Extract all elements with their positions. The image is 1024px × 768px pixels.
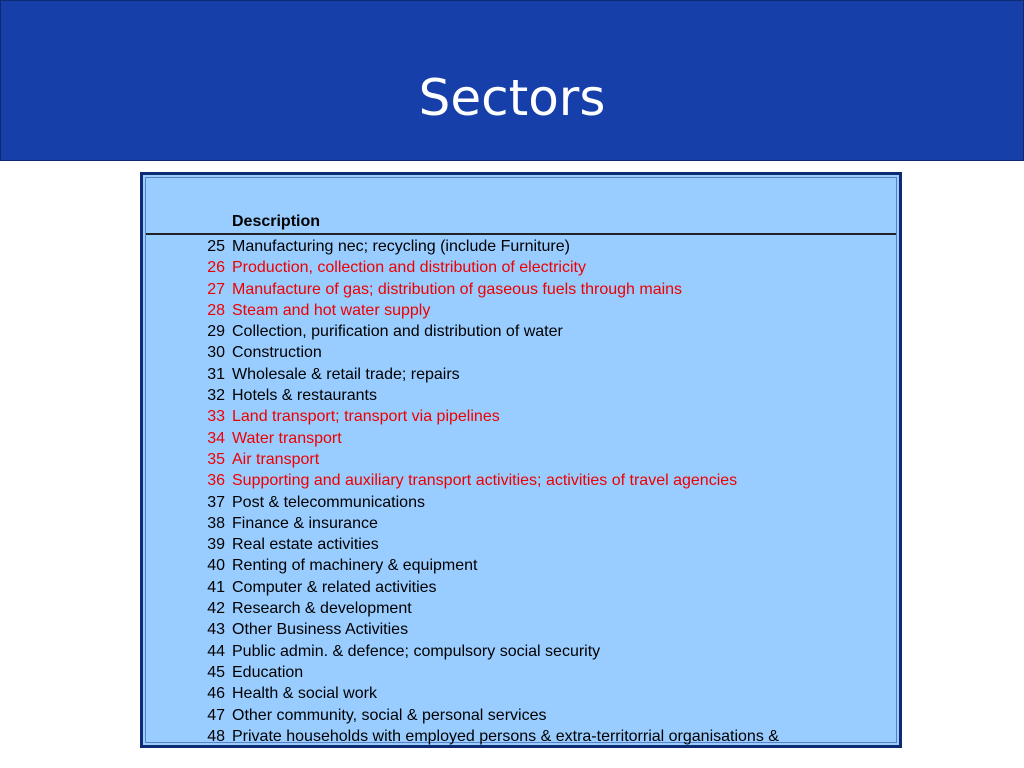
sector-description: Other Business Activities bbox=[232, 621, 409, 639]
sector-description: Other community, social & personal services bbox=[232, 706, 547, 724]
sector-description: Steam and hot water supply bbox=[232, 301, 431, 319]
description-column-header: Description bbox=[232, 213, 321, 230]
sector-number: 27 bbox=[207, 280, 225, 298]
table-row bbox=[146, 236, 896, 257]
title-bar bbox=[0, 0, 1024, 161]
sector-number: 40 bbox=[207, 557, 225, 575]
table-row bbox=[146, 492, 896, 513]
sector-number: 37 bbox=[207, 493, 225, 511]
table-row bbox=[146, 428, 896, 449]
sector-number: 46 bbox=[207, 685, 225, 703]
table-row bbox=[146, 385, 896, 406]
sector-description: Public admin. & defence; compulsory social security bbox=[232, 642, 601, 660]
table-body bbox=[146, 236, 896, 747]
sector-number: 48 bbox=[207, 727, 225, 745]
sector-number: 41 bbox=[207, 578, 225, 596]
sector-description: Collection, purification and distribution of water bbox=[232, 323, 563, 341]
sector-number: 42 bbox=[207, 600, 225, 618]
sector-number: 36 bbox=[207, 472, 225, 490]
sector-description: Construction bbox=[232, 344, 322, 362]
table-row bbox=[146, 598, 896, 619]
table-row bbox=[146, 641, 896, 662]
table-row bbox=[146, 257, 896, 278]
sector-description: Private households with employed persons & extra-territorrial organisations & bbox=[232, 727, 779, 745]
sector-number: 33 bbox=[207, 408, 225, 426]
table-row bbox=[146, 279, 896, 300]
sector-description: Supporting and auxiliary transport activities; activities of travel agencies bbox=[232, 472, 738, 490]
sector-description: Wholesale & retail trade; repairs bbox=[232, 365, 460, 383]
sector-number: 31 bbox=[207, 365, 225, 383]
table-row bbox=[146, 683, 896, 704]
sector-description: Manufacture of gas; distribution of gaseous fuels through mains bbox=[232, 280, 683, 298]
sector-number: 28 bbox=[207, 301, 225, 319]
table-row bbox=[146, 726, 896, 747]
table-row bbox=[146, 555, 896, 576]
table-header-row bbox=[146, 211, 896, 235]
table-row bbox=[146, 300, 896, 321]
sector-description: Computer & related activities bbox=[232, 578, 437, 596]
sector-description: Education bbox=[232, 663, 304, 681]
sector-number: 29 bbox=[207, 323, 225, 341]
table-row bbox=[146, 705, 896, 726]
table-row bbox=[146, 577, 896, 598]
sector-number: 32 bbox=[207, 387, 225, 405]
page-title: Sectors bbox=[418, 68, 606, 127]
table-row bbox=[146, 449, 896, 470]
sector-description: Land transport; transport via pipelines bbox=[232, 408, 500, 426]
table-row bbox=[146, 470, 896, 491]
table-row bbox=[146, 321, 896, 342]
sector-number: 34 bbox=[207, 429, 225, 447]
sector-description: Renting of machinery & equipment bbox=[232, 557, 478, 575]
sector-description: Production, collection and distribution of electricity bbox=[232, 259, 586, 277]
sector-description: Water transport bbox=[232, 429, 342, 447]
sector-number: 30 bbox=[207, 344, 225, 362]
sectors-table-inner bbox=[145, 177, 897, 743]
sector-description: Finance & insurance bbox=[232, 514, 378, 532]
table-row bbox=[146, 364, 896, 385]
sector-number: 35 bbox=[207, 450, 225, 468]
sector-number: 25 bbox=[207, 238, 225, 255]
sector-number: 38 bbox=[207, 514, 225, 532]
sector-number: 45 bbox=[207, 663, 225, 681]
sector-description: Manufacturing nec; recycling (include Furniture) bbox=[232, 238, 570, 255]
sectors-table bbox=[140, 172, 902, 748]
sector-description: Research & development bbox=[232, 600, 412, 618]
sector-description: Air transport bbox=[232, 450, 320, 468]
sector-number: 43 bbox=[207, 621, 225, 639]
sector-number: 47 bbox=[207, 706, 225, 724]
sector-description: Hotels & restaurants bbox=[232, 387, 377, 405]
sector-number: 39 bbox=[207, 536, 225, 554]
sector-description: Post & telecommunications bbox=[232, 493, 425, 511]
sector-number: 26 bbox=[207, 259, 225, 277]
sector-number: 44 bbox=[207, 642, 225, 660]
sector-description: Health & social work bbox=[232, 685, 377, 703]
table-row bbox=[146, 342, 896, 363]
sector-description: Real estate activities bbox=[232, 536, 379, 554]
table-row bbox=[146, 662, 896, 683]
table-row bbox=[146, 513, 896, 534]
table-row bbox=[146, 406, 896, 427]
table-row bbox=[146, 619, 896, 640]
table-row bbox=[146, 534, 896, 555]
